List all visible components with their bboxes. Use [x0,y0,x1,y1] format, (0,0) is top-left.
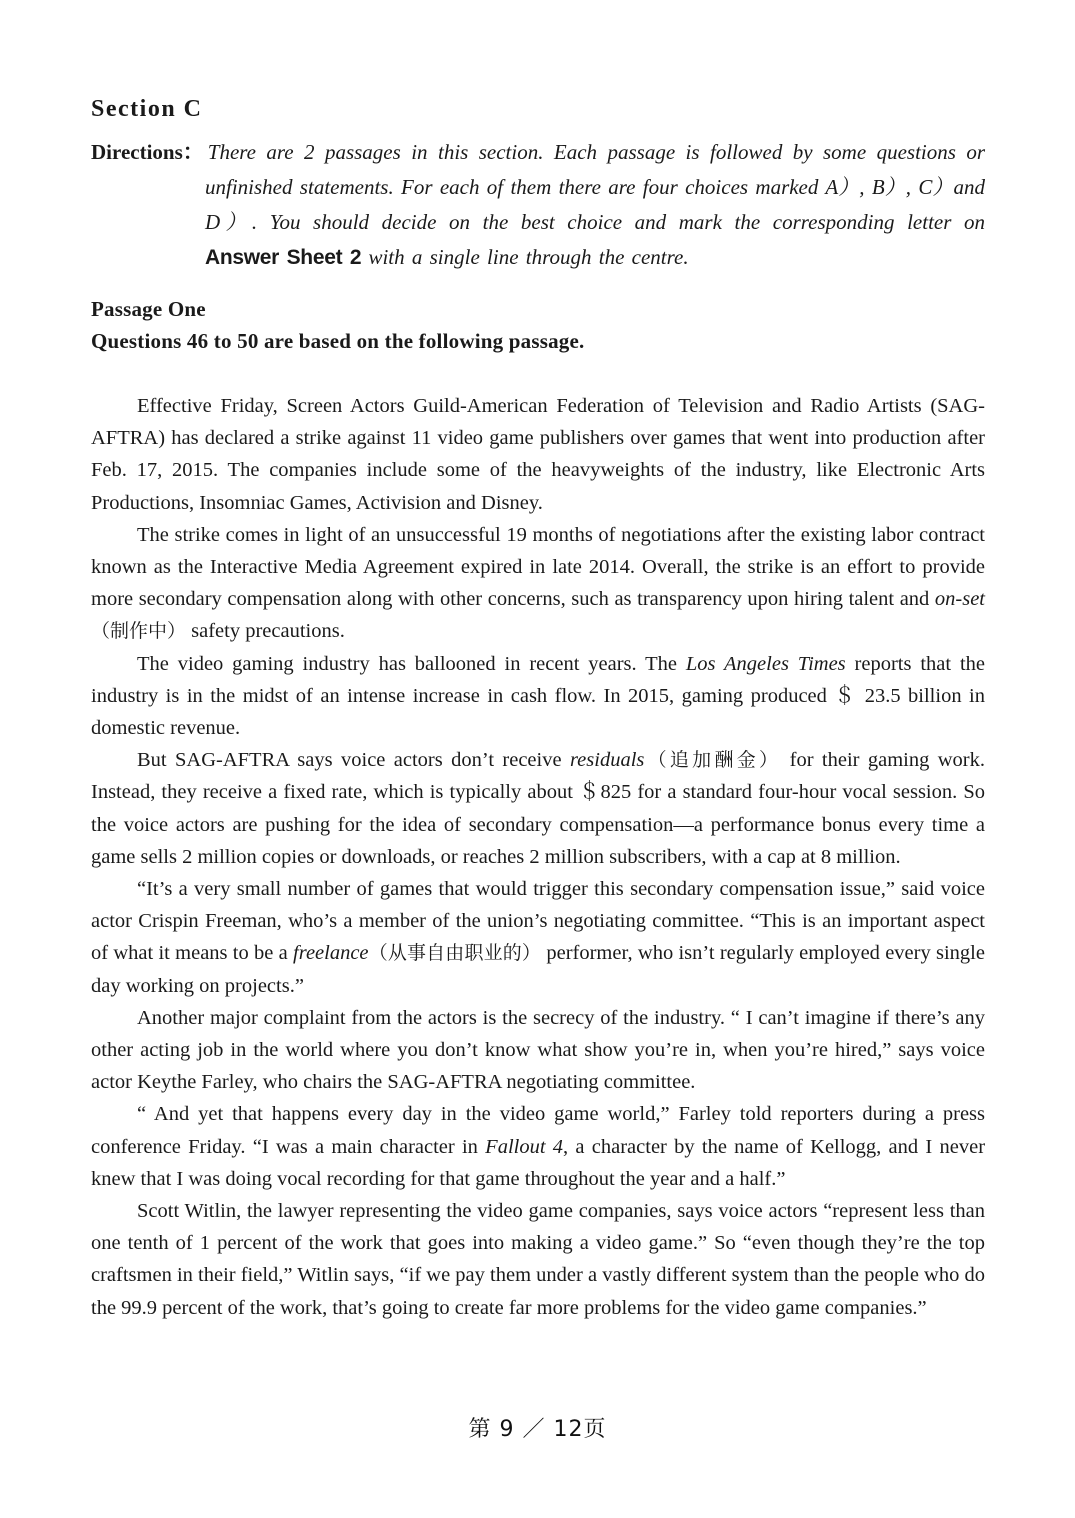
paragraph-3-text-a: The video gaming industry has ballooned in recent years. The [137,652,686,675]
paragraph-8-text: Scott Witlin, the lawyer representing the video game companies, says voice actors “represent less than one tenth of 1 percent of the work that goes into making a video game.” So “even though they’re the top craftsmen in their field,” Witlin says, “if we pay them under a vastly different system than the people who do the 99.9 percent of the work, that’s going to create far more problems for the video game companies.” [91,1200,985,1319]
directions-block [91,135,985,275]
paragraph-2-text-b: safety precautions. [186,620,345,643]
paragraph-5 [91,873,985,1002]
publication-la-times: Los Angeles Times [685,652,846,675]
paragraph-5-text-b: performer, who isn’t regularly employed every single day working on projects.” [91,942,985,997]
questions-range-label: Questions 46 to 50 are based on the following passage. [91,329,585,353]
directions-text-part1: There are 2 passages in this section. Each passage is followed by some questions or unfinished statements. For each of them there are four choices marked A）, B）, C）and D）. You should decide on the best choice and mark the corresponding letter on [205,140,985,234]
paragraph-2-text-a: The strike comes in light of an unsuccessful 19 months of negotiations after the existing labor contract known as the Interactive Media Agreement expired in late 2014. Overall, the strike is an effort to provide more secondary compensation along with other concerns, such as transparency upon hiring talent and [91,523,985,611]
paragraph-4-text-b: for their gaming work. Instead, they receive a fixed rate, which is typically about ＄825 for a standard four-hour vocal session. So the voice actors are pushing for the idea of secondary compensation—a performance bonus every time a game sells 2 million copies or downloads, or reaches 2 million subscribers, with a cap at 8 million. [91,749,985,868]
term-residuals: residuals [569,749,645,772]
paragraph-3 [91,648,985,745]
gloss-freelance: （从事自由职业的） [368,942,542,965]
term-freelance: freelance [293,942,369,965]
paragraph-3-text-b: reports that the industry is in the midst of an intense increase in cash flow. In 2015, gaming produced ＄ 23.5 billion in domestic revenue. [91,652,985,740]
section-title: Section C [91,96,203,122]
paragraph-4-text-a: But SAG-AFTRA says voice actors don’t receive [137,749,570,772]
paragraph-4 [91,744,985,873]
directions-text [205,135,985,275]
page-footer: 第 9 ／ 12页 [468,1417,607,1442]
passage-label: Passage One [91,297,206,321]
paragraph-7 [91,1098,985,1195]
paragraph-1-text: Effective Friday, Screen Actors Guild-American Federation of Television and Radio Artists (SAG-AFTRA) has declared a strike against 11 video game publishers over games that went into production after Feb. 17, 2015. The companies include some of the heavyweights of the industry, like Electronic Arts Productions, Insomniac Games, Activision and Disney. [91,395,985,514]
paragraph-7-text-b: , a character by the name of Kellogg, and I never knew that I was doing vocal recording for that game throughout the year and a half.” [91,1135,986,1190]
paragraph-1 [91,390,985,519]
answer-sheet-emphasis: Answer Sheet 2 [205,246,362,269]
game-title-fallout-4: Fallout 4 [485,1135,564,1158]
paragraph-2 [91,519,985,648]
directions-label: Directions： [91,140,204,164]
gloss-on-set: （制作中） [91,620,187,643]
paragraph-6 [91,1002,985,1099]
passage-body [91,390,985,1324]
paragraph-6-text: Another major complaint from the actors is the secrecy of the industry. “ I can’t imagine if there’s any other acting job in the world where you don’t know what show you’re in, when you’re hired,” says voice actor Keythe Farley, who chairs the SAG-AFTRA negotiating committee. [91,1006,985,1094]
paragraph-5-text-a: “It’s a very small number of games that would trigger this secondary compensation issue,” said voice actor Crispin Freeman, who’s a member of the union’s negotiating committee. “This is an important aspect of what it means to be a [91,878,985,965]
paragraph-7-text-a: “ And yet that happens every day in the video game world,” Farley told reporters during a press conference Friday. “I was a main character in [91,1103,985,1158]
term-on-set: on-set [934,588,985,611]
gloss-residuals: （追加酬金） [644,749,782,772]
directions-text-part2: with a single line through the centre. [361,245,689,269]
paragraph-8 [91,1195,985,1324]
